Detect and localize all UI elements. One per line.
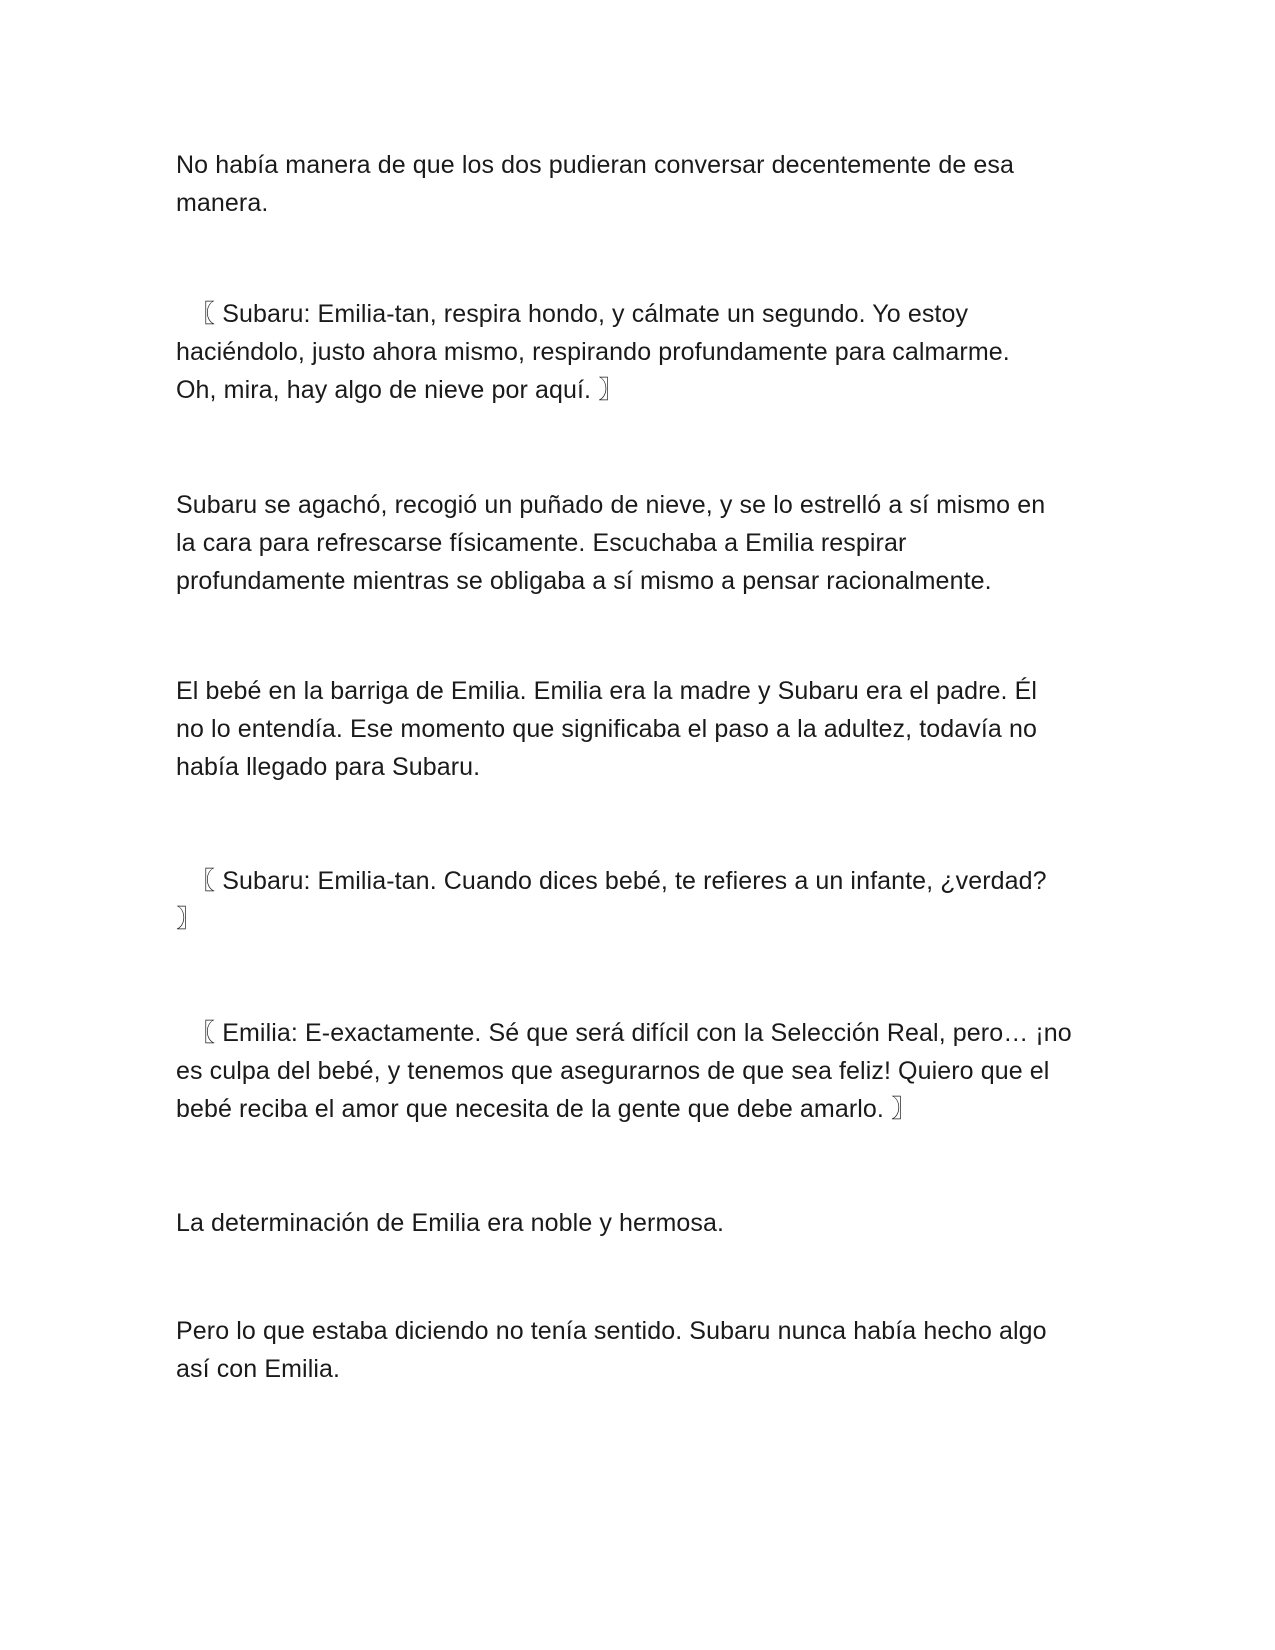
- text-line: bebé reciba el amor que necesita de la gente que debe amarlo. 〗: [176, 1095, 917, 1123]
- text-line: 〖 Subaru: Emilia-tan. Cuando dices bebé, te refieres a un infante, ¿verdad?: [176, 867, 1047, 895]
- paragraph-dialogue-emilia: [176, 1014, 1096, 1128]
- text-line: no lo entendía. Ese momento que significaba el paso a la adultez, todavía no: [176, 715, 1037, 743]
- paragraph-narration-3: [176, 672, 1096, 786]
- paragraph-narration-2: [176, 486, 1096, 600]
- text-line: la cara para refrescarse físicamente. Escuchaba a Emilia respirar: [176, 529, 907, 557]
- text-line: había llegado para Subaru.: [176, 753, 481, 781]
- text-line: No había manera de que los dos pudieran conversar decentemente de esa: [176, 151, 1015, 179]
- text-line: Subaru se agachó, recogió un puñado de nieve, y se lo estrelló a sí mismo en: [176, 491, 1046, 519]
- paragraph-narration-4: [176, 1204, 1096, 1242]
- text-line: Pero lo que estaba diciendo no tenía sentido. Subaru nunca había hecho algo: [176, 1317, 1047, 1345]
- text-line: La determinación de Emilia era noble y hermosa.: [176, 1209, 725, 1237]
- text-line: 〖 Subaru: Emilia-tan, respira hondo, y cálmate un segundo. Yo estoy: [176, 300, 969, 328]
- paragraph-dialogue-subaru-1: [176, 295, 1096, 409]
- text-line: Oh, mira, hay algo de nieve por aquí. 〗: [176, 376, 624, 404]
- text-line: El bebé en la barriga de Emilia. Emilia era la madre y Subaru era el padre. Él: [176, 677, 1038, 705]
- text-line: 〗: [176, 905, 202, 933]
- text-line: manera.: [176, 189, 269, 217]
- text-line: haciéndolo, justo ahora mismo, respirando profundamente para calmarme.: [176, 338, 1010, 366]
- text-line: profundamente mientras se obligaba a sí mismo a pensar racionalmente.: [176, 567, 992, 595]
- text-line: 〖 Emilia: E-exactamente. Sé que será difícil con la Selección Real, pero… ¡no: [176, 1019, 1072, 1047]
- paragraph-narration-5: [176, 1312, 1096, 1388]
- paragraph-dialogue-subaru-2: [176, 862, 1096, 938]
- text-line: es culpa del bebé, y tenemos que asegurarnos de que sea feliz! Quiero que el: [176, 1057, 1050, 1085]
- text-line: así con Emilia.: [176, 1355, 341, 1383]
- paragraph-narration-1: [176, 146, 1096, 222]
